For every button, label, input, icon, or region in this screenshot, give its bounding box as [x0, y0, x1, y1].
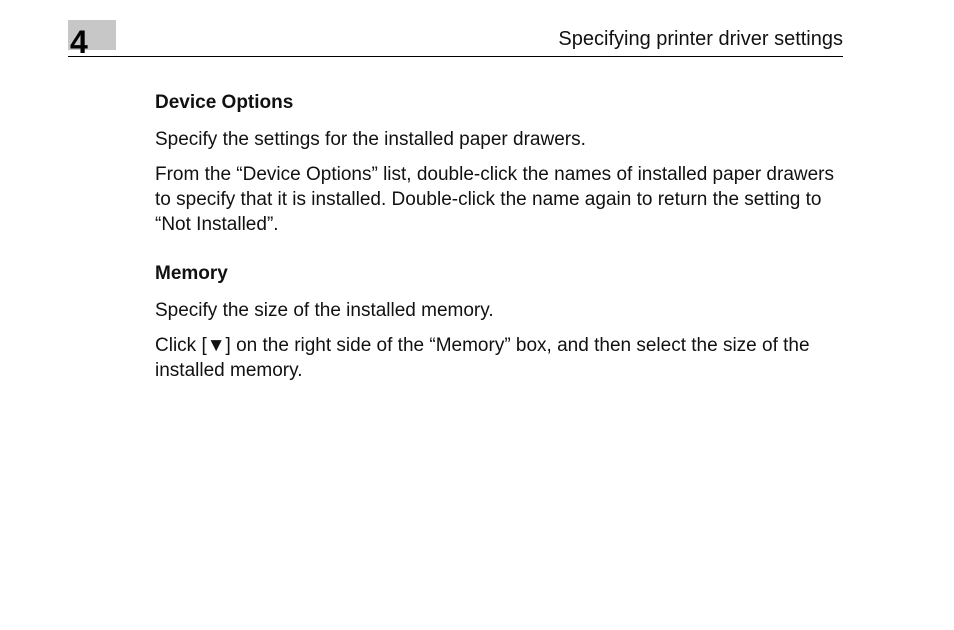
header-divider — [68, 56, 843, 57]
running-header-title: Specifying printer driver settings — [558, 28, 843, 50]
chapter-number: 4 — [70, 24, 88, 60]
section-memory — [155, 261, 845, 383]
paragraph-memory-instructions: Click [▼] on the right side of the “Memory” box, and then select the size of the installed memory. — [155, 335, 810, 381]
section-device-options — [155, 90, 845, 237]
section-heading-memory: Memory — [155, 263, 228, 284]
section-heading-device-options: Device Options — [155, 92, 294, 113]
page-content — [155, 90, 845, 383]
paragraph-device-options-instructions: From the “Device Options” list, double-click the names of installed paper drawers to specify that it is installed. Double-click the name again to return the setting to “Not Installed”. — [155, 164, 835, 235]
paragraph-device-options-intro: Specify the settings for the installed paper drawers. — [155, 129, 586, 150]
paragraph-memory-intro: Specify the size of the installed memory. — [155, 300, 494, 321]
